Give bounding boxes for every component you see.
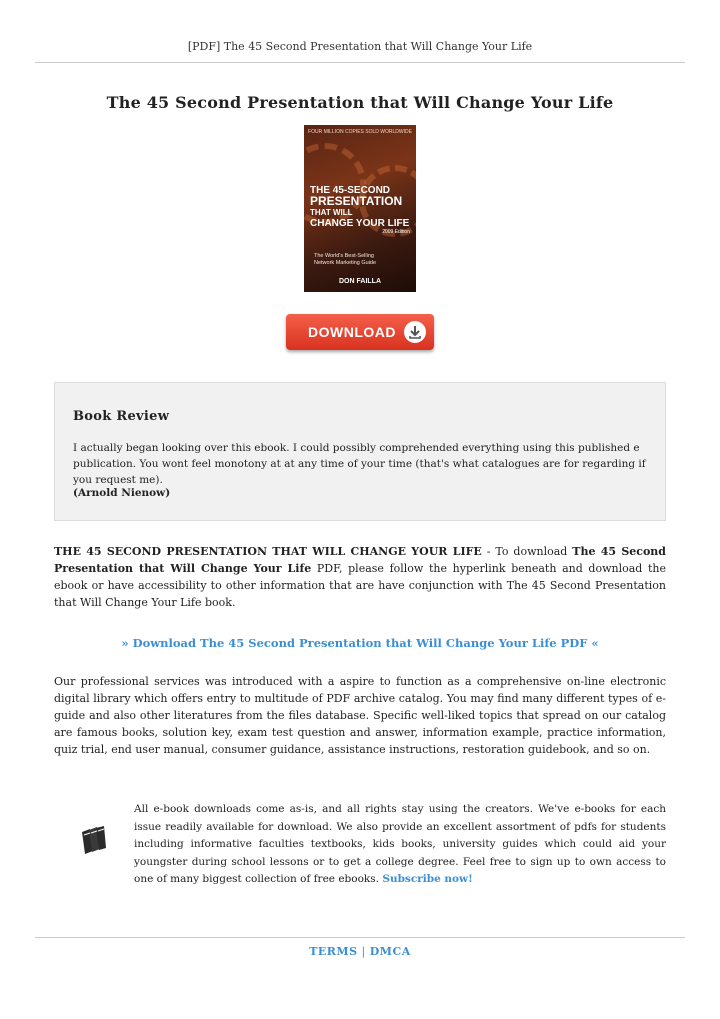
cover-author: DON FAILLA [339, 278, 381, 285]
cover-subtitle [314, 253, 376, 267]
cover-title-line: CHANGE YOUR LIFE [310, 218, 410, 229]
footer-links [0, 945, 720, 958]
cover-title-line: THAT WILL [310, 208, 353, 217]
terms-link[interactable]: TERMS [309, 945, 358, 958]
intro-title-bold: The 45 Second Presentation that Will Change Your Life [54, 545, 666, 575]
books-icon [80, 824, 108, 856]
intro-paragraph [54, 543, 666, 611]
header-divider [35, 62, 685, 63]
download-arrow-icon [404, 321, 426, 343]
intro-title-caps: THE 45 SECOND PRESENTATION THAT WILL CHANGE YOUR LIFE [54, 545, 482, 558]
ebooks-paragraph [134, 801, 666, 889]
cover-title [310, 185, 410, 236]
review-text: I actually began looking over this ebook. I could possibly comprehended everything using this published e publication. You wont feel monotony at at any time of your time (that's what catalogues are for regarding if you request me). [73, 442, 646, 486]
cover-title-line: THE 45-SECOND [310, 185, 391, 196]
footer-divider [35, 937, 685, 938]
download-button[interactable] [286, 314, 434, 350]
cover-title-line: PRESENTATION [310, 194, 403, 208]
cover-tagline: FOUR MILLION COPIES SOLD WORLDWIDE [308, 129, 412, 135]
intro-rest: PDF, please follow the hyperlink beneath and download the ebook or have accessibility to other information that are have conjunction with The 45 Second Presentation that Will Change Your Life book. [54, 562, 666, 609]
intro-lead: - To download [481, 545, 573, 558]
document-header-title: [PDF] The 45 Second Presentation that Will Change Your Life [187, 40, 533, 53]
dmca-link[interactable]: DMCA [369, 945, 411, 958]
book-review-panel [54, 382, 666, 521]
review-heading: Book Review [73, 409, 170, 424]
subscribe-link[interactable]: Subscribe now! [382, 873, 473, 885]
page-title: The 45 Second Presentation that Will Change Your Life [106, 93, 614, 112]
cover-edition: 2009 Edition [382, 229, 410, 235]
cover-subtitle-line: Network Marketing Guide [314, 260, 377, 266]
footer-separator: | [361, 945, 366, 958]
book-cover-image [304, 125, 416, 292]
ebooks-text: All e-book downloads come as-is, and all rights stay using the creators. We've e-books for each issue readily available for download. We also provide an excellent assortment of pdfs for students including informative faculties textbooks, kids books, university guides which could aid your youngster during school lessons or to get a college degree. Feel free to sign up to own access to one of many biggest collection of free ebooks. [134, 803, 666, 885]
cover-subtitle-line: The World's Best-Selling [314, 253, 374, 259]
services-paragraph: Our professional services was introduced with a aspire to function as a comprehensive on-line electronic digital library which offers entry to multitude of PDF archive catalog. You may find many different types of e-guide and also other literatures from the files database. Specific well-liked topics that spread on our catalog are famous books, solution key, exam test question and answer, information example, practice information, quiz trial, end user manual, consumer guidance, assistance instructions, restoration guidebook, and so on. [54, 675, 666, 756]
download-button-label: DOWNLOAD [308, 324, 396, 340]
download-pdf-link[interactable]: » Download The 45 Second Presentation that Will Change Your Life PDF « [121, 636, 599, 650]
review-author: (Arnold Nienow) [73, 487, 171, 499]
